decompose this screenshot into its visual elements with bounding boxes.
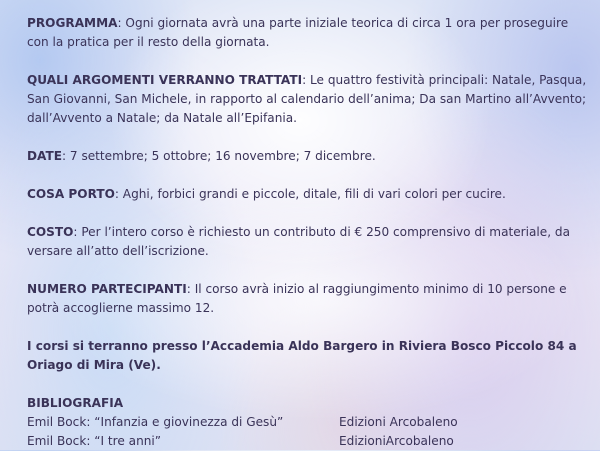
date-paragraph [27,147,587,166]
bibliografia-publisher: EdizioniArcobaleno [339,434,454,448]
argomenti-label: QUALI ARGOMENTI VERRANNO TRATTATI [27,73,303,87]
cosa-porto-text: : Aghi, forbici grandi e piccole, ditale, fili di vari colori per cucire. [114,187,506,201]
sede-paragraph: I corsi si terranno presso l’Accademia Aldo Bargero in Riviera Bosco Piccolo 84 a Oriago di Mira (Ve). [27,339,577,372]
cosa-porto-label: COSA PORTO [27,187,115,201]
bibliografia-item [27,432,587,451]
bibliografia-publisher: Edizioni Arcobaleno [339,415,458,429]
bibliografia-book: Emil Bock: “Infanzia e giovinezza di Gesù” [27,415,284,429]
programma-label: PROGRAMMA [27,16,118,30]
partecipanti-text: : Il corso avrà inizio al raggiungimento minimo di 10 persone e potrà accoglierne massimo 12. [27,282,567,315]
costo-label: COSTO [27,225,74,239]
cosa-porto-paragraph [27,185,587,204]
bibliografia-title: BIBLIOGRAFIA [27,396,124,410]
argomenti-paragraph [27,71,587,128]
bibliografia-section [27,394,587,451]
programma-paragraph [27,14,587,52]
costo-text: : Per l’intero corso è richiesto un contributo di € 250 comprensivo di materiale, da versare all’atto dell’iscrizione. [27,225,570,258]
costo-paragraph [27,223,587,261]
date-label: DATE [27,149,62,163]
bibliografia-item [27,413,587,432]
course-info-text [27,14,587,451]
date-text: : 7 settembre; 5 ottobre; 16 novembre; 7 dicembre. [61,149,376,163]
partecipanti-label: NUMERO PARTECIPANTI [27,282,187,296]
bibliografia-book: Emil Bock: “I tre anni” [27,434,162,448]
programma-text: : Ogni giornata avrà una parte iniziale teorica di circa 1 ora per proseguire con la pratica per il resto della giornata. [27,16,569,49]
argomenti-text: : Le quattro festività principali: Natale, Pasqua, San Giovanni, San Michele, in rapporto al calendario dell’anima; Da san Martino all’Avvento; dall’Avvento a Natale; da Natale all’Epifania. [27,73,587,125]
partecipanti-paragraph [27,280,587,318]
